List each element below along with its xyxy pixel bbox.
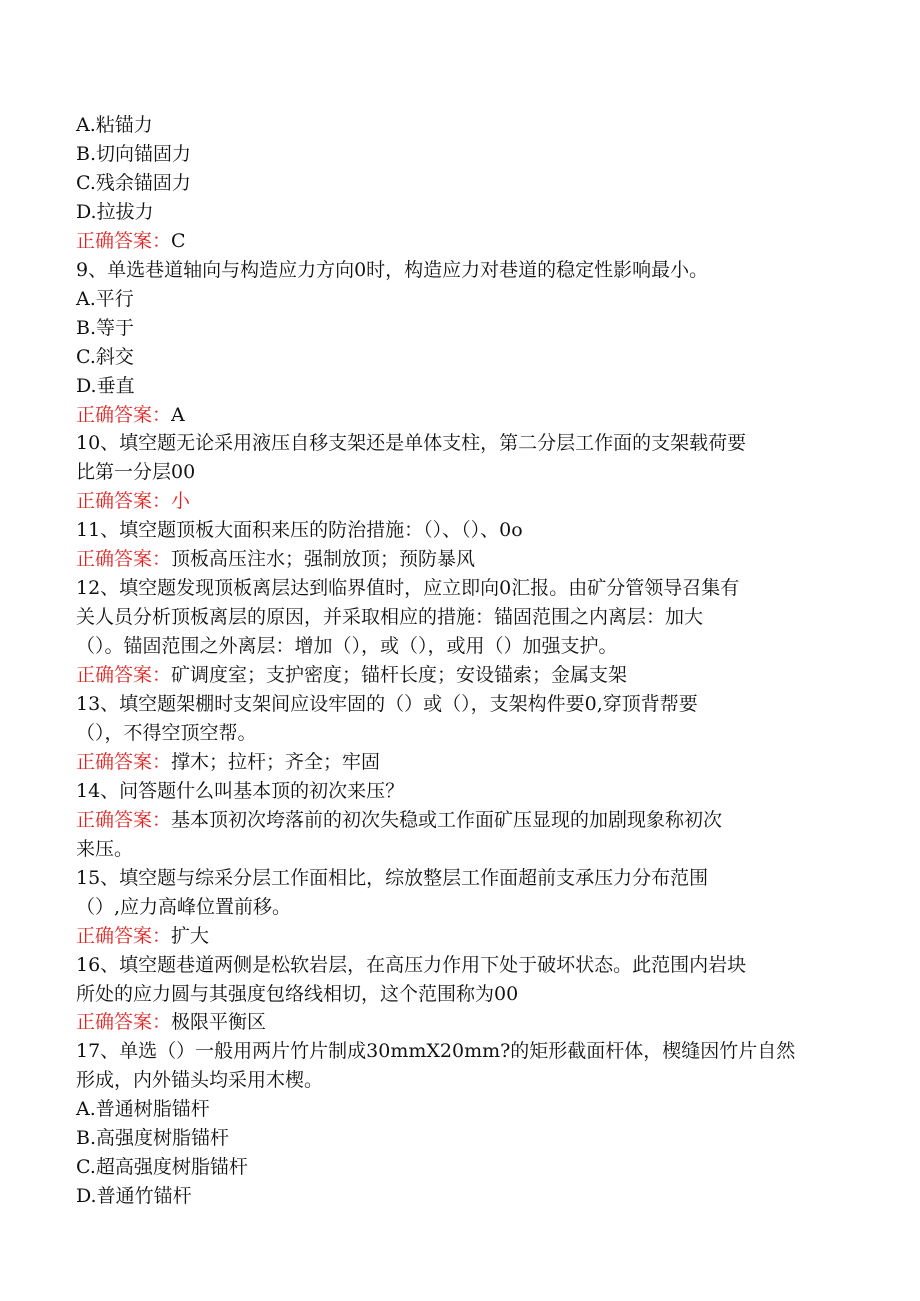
answer-line: [76, 401, 846, 429]
text-line: （）,应力高峰位置前移。: [76, 895, 292, 918]
answer-value: 小: [171, 490, 191, 513]
answer-line: [76, 661, 846, 689]
text-line: 所处的应力圆与其强度包络线相切，这个范围称为00: [76, 982, 519, 1005]
answer-label: 正确答案：: [76, 664, 172, 686]
answer-line: [76, 227, 846, 255]
text-line: D.拉拔力: [76, 200, 154, 223]
answer-line: [76, 748, 846, 776]
answer-value: C: [171, 229, 186, 252]
text-line: B.切向锚固力: [76, 142, 192, 165]
text-line: A.粘锚力: [76, 114, 153, 136]
answer-label: 正确答案：: [76, 808, 172, 831]
text-line: 12、填空题发现顶板离层达到临界值时，应立即向0汇报。由矿分管领导召集有: [76, 577, 740, 600]
text-line: （）。锚固范围之外离层：增加（），或（），或用（）加强支护。: [76, 635, 618, 658]
text-line: C.超高强度树脂锚杆: [76, 1156, 248, 1179]
answer-line: [76, 487, 846, 515]
text-line: C.残余锚固力: [76, 171, 191, 194]
answer-value: 基本顶初次垮落前的初次失稳或工作面矿压显现的加剧现象称初次: [171, 808, 723, 831]
answer-label: 正确答案：: [76, 1011, 172, 1034]
text-line: 来压。: [76, 837, 134, 860]
answer-value: 极限平衡区: [171, 1011, 267, 1034]
text-line: B.高强度树脂锚杆: [76, 1127, 230, 1150]
text-line: A.普通树脂锚杆: [76, 1098, 210, 1121]
text-line: 16、填空题巷道两侧是松软岩层，在高压力作用下处于破坏状态。此范围内岩块: [76, 953, 747, 976]
answer-line: [76, 1008, 846, 1036]
text-line: （），不得空顶空帮。: [76, 721, 257, 744]
answer-line: [76, 545, 846, 573]
answer-line: [76, 806, 846, 834]
answer-label: 正确答案：: [76, 490, 172, 513]
text-line: A.平行: [76, 287, 134, 310]
text-line: 形成，内外锚头均采用木楔。: [76, 1069, 324, 1092]
text-line: 14、问答题什么叫基本顶的初次来压？: [76, 779, 405, 802]
text-line: 11、填空题顶板大面积来压的防治措施：（）、（）、0o: [76, 519, 523, 542]
answer-value: A: [171, 403, 185, 426]
text-line: 10、填空题无论采用液压自移支架还是单体支柱，第二分层工作面的支架载荷要: [76, 432, 747, 455]
text-line: 9、单选巷道轴向与构造应力方向0时，构造应力对巷道的稳定性影响最小。: [76, 258, 709, 281]
answer-line: [76, 922, 846, 950]
text-line: 比第一分层00: [76, 461, 196, 484]
text-line: B.等于: [76, 316, 135, 339]
text-line: 17、单选（）一般用两片竹片制成30mmX20mm?的矩形截面杆体，楔缝因竹片自然: [76, 1040, 796, 1063]
text-line: D.垂直: [76, 374, 135, 397]
answer-label: 正确答案：: [76, 229, 172, 252]
answer-label: 正确答案：: [76, 548, 172, 571]
answer-label: 正确答案：: [76, 924, 172, 947]
text-line: C.斜交: [76, 345, 134, 368]
answer-value: 矿调度室；支护密度；锚杆长度；安设锚索；金属支架: [171, 664, 628, 686]
answer-label: 正确答案：: [76, 750, 172, 773]
answer-value: 顶板高压注水；强制放顶；预防暴风: [171, 548, 476, 571]
text-line: 15、填空题与综采分层工作面相比，综放整层工作面超前支承压力分布范围: [76, 866, 709, 889]
text-line: 13、填空题架棚时支架间应设牢固的（）或（），支架构件要0,穿顶背帮要: [76, 693, 698, 715]
answer-label: 正确答案：: [76, 403, 172, 426]
text-line: 关人员分析顶板离层的原因，并采取相应的措施：锚固范围之内离层：加大: [76, 606, 704, 629]
text-line: D.普通竹锚杆: [76, 1185, 192, 1208]
answer-value: 撑木；拉杆；齐全；牢固: [171, 750, 381, 773]
answer-value: 扩大: [171, 924, 210, 947]
